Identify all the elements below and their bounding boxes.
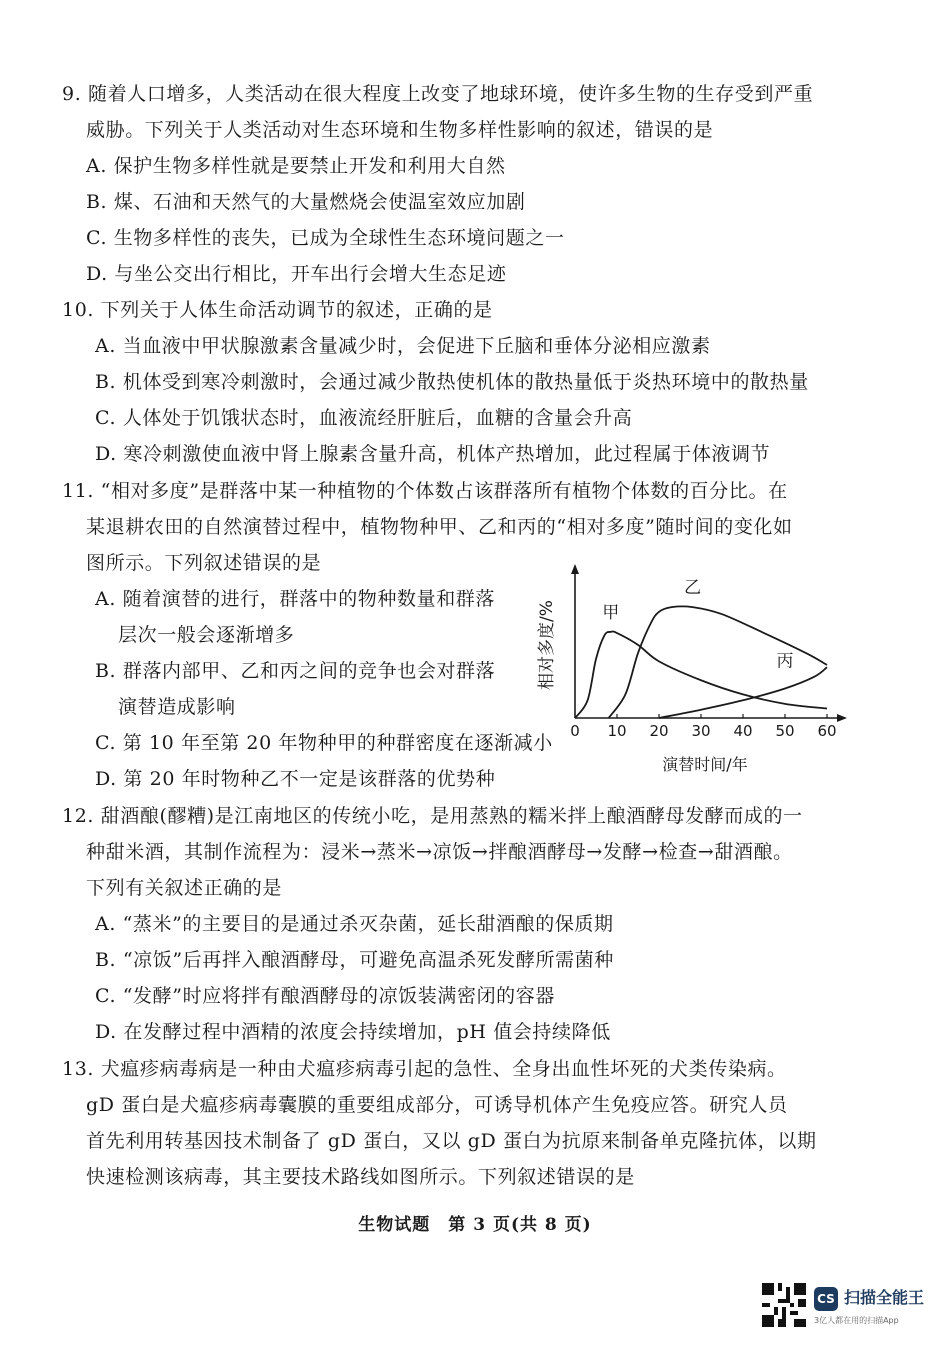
q10-option-c: C. 人体处于饥饿状态时，血液流经肝脏后，血糖的含量会升高	[95, 407, 633, 429]
series-line-2	[609, 606, 827, 718]
qr-code-icon	[762, 1283, 806, 1327]
camscanner-brand: 扫描全能王	[844, 1288, 925, 1307]
q10-stem: 10. 下列关于人体生命活动调节的叙述，正确的是	[62, 299, 493, 321]
q13-stem-line1: 13. 犬瘟疹病毒病是一种由犬瘟疹病毒引起的急性、全身出血性坏死的犬类传染病。	[62, 1058, 787, 1080]
x-tick-label: 60	[817, 722, 837, 740]
q9-option-a: A. 保护生物多样性就是要禁止开发和利用大自然	[86, 155, 506, 177]
page-footer: 生物试题 第 3 页(共 8 页)	[358, 1215, 592, 1235]
q11-stem-line3: 图所示。下列叙述错误的是	[86, 552, 322, 574]
q9-stem-line2: 威胁。下列关于人类活动对生态环境和生物多样性影响的叙述，错误的是	[86, 119, 714, 141]
q9-option-d: D. 与坐公交出行相比，开车出行会增大生态足迹	[86, 263, 507, 285]
series-label-1: 甲	[602, 602, 620, 623]
x-tick-label: 20	[649, 722, 669, 740]
q12-option-a: A. “蒸米”的主要目的是通过杀灭杂菌，延长甜酒酿的保质期	[95, 913, 614, 935]
x-tick-label: 50	[775, 722, 795, 740]
x-tick-label: 30	[691, 722, 711, 740]
q11-option-a-line2: 层次一般会逐渐增多	[118, 624, 295, 646]
camscanner-tagline: 3亿人都在用的扫描App	[814, 1316, 899, 1325]
q13-stem-line4: 快速检测该病毒，其主要技术路线如图所示。下列叙述错误的是	[86, 1166, 635, 1188]
series-label-2: 乙	[684, 578, 702, 599]
q13-stem-line2: gD 蛋白是犬瘟疹病毒囊膜的重要组成部分，可诱导机体产生免疫应答。研究人员	[86, 1094, 788, 1116]
q9-option-b: B. 煤、石油和天然气的大量燃烧会使温室效应加剧	[86, 191, 526, 213]
q11-option-c: C. 第 10 年至第 20 年物种甲的种群密度在逐渐减小	[95, 732, 553, 754]
q11-option-d: D. 第 20 年时物种乙不一定是该群落的优势种	[95, 768, 496, 790]
q12-stem-line1: 12. 甜酒酿(醪糟)是江南地区的传统小吃，是用蒸熟的糯米拌上酿酒酵母发酵而成的一	[62, 805, 803, 827]
q11-option-b-line2: 演替造成影响	[118, 696, 236, 718]
q10-option-a: A. 当血液中甲状腺激素含量减少时，会促进下丘脑和垂体分泌相应激素	[95, 335, 711, 357]
series-label-3: 丙	[776, 651, 794, 672]
q10-option-b: B. 机体受到寒冷刺激时，会通过减少散热使机体的散热量低于炎热环境中的散热量	[95, 371, 809, 393]
q12-option-b: B. “凉饭”后再拌入酿酒酵母，可避免高温杀死发酵所需菌种	[95, 949, 614, 971]
x-tick-label: 40	[733, 722, 753, 740]
q12-option-d: D. 在发酵过程中酒精的浓度会持续增加，pH 值会持续降低	[95, 1021, 611, 1043]
q9-option-c: C. 生物多样性的丧失，已成为全球性生态环境问题之一	[86, 227, 565, 249]
y-axis-label: 相对多度/%	[537, 600, 557, 690]
chart-axes	[571, 564, 847, 722]
q9-stem-line1: 9. 随着人口增多，人类活动在很大程度上改变了地球环境，使许多生物的生存受到严重	[62, 83, 814, 105]
q11-option-a-line1: A. 随着演替的进行，群落中的物种数量和群落	[95, 588, 496, 610]
x-tick-label: 10	[607, 722, 627, 740]
q12-option-c: C. “发酵”时应将拌有酿酒酵母的凉饭装满密闭的容器	[95, 985, 555, 1007]
q11-stem-line1: 11. “相对多度”是群落中某一种植物的个体数占该群落所有植物个体数的百分比。在	[62, 480, 788, 502]
y-axis-arrow	[571, 564, 579, 574]
q11-stem-line2: 某退耕农田的自然演替过程中，植物物种甲、乙和丙的“相对多度”随时间的变化如	[86, 516, 793, 538]
scanner-watermark	[762, 1283, 942, 1333]
q13-stem-line3: 首先利用转基因技术制备了 gD 蛋白，又以 gD 蛋白为抗原来制备单克隆抗体，以期	[86, 1130, 817, 1152]
relative-abundance-chart	[537, 560, 850, 785]
x-axis-arrow	[837, 714, 847, 722]
q12-stem-line2: 种甜米酒，其制作流程为：浸米→蒸米→凉饭→拌酿酒酵母→发酵→检查→甜酒酿。	[86, 841, 793, 863]
q11-option-b-line1: B. 群落内部甲、乙和丙之间的竞争也会对群落	[95, 660, 496, 682]
q10-option-d: D. 寒冷刺激使血液中肾上腺素含量升高，机体产热增加，此过程属于体液调节	[95, 443, 771, 465]
q12-stem-line3: 下列有关叙述正确的是	[86, 877, 283, 899]
series-line-3	[659, 667, 827, 718]
x-tick-label: 0	[570, 722, 580, 740]
camscanner-logo-icon: CS	[814, 1287, 838, 1311]
x-axis-label: 演替时间/年	[662, 755, 748, 774]
